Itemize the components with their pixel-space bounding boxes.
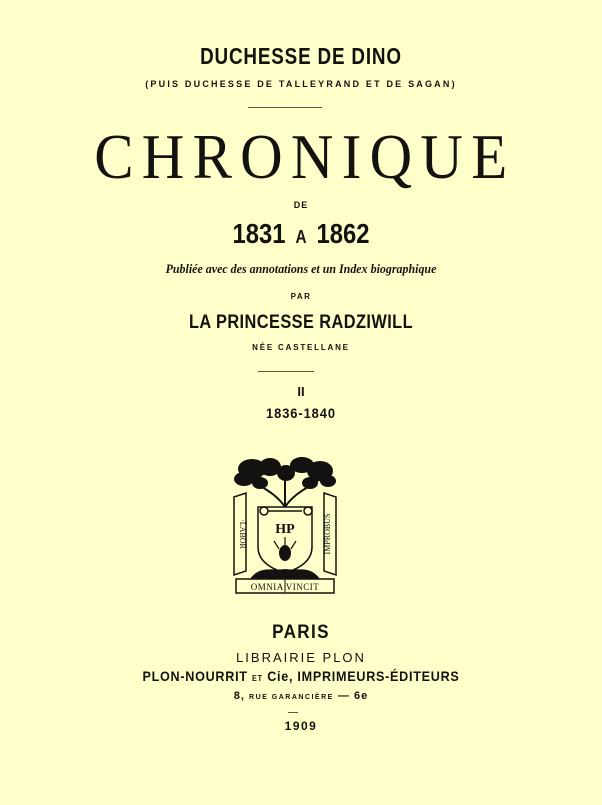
publisher-emblem-icon bbox=[230, 457, 340, 597]
period-start: 1831 bbox=[232, 218, 286, 249]
imprint-city: PARIS bbox=[272, 622, 330, 643]
volume-number: II bbox=[297, 384, 305, 399]
address-number: 8, bbox=[233, 690, 245, 702]
emblem-bottom-motto: OMNIA VINCIT bbox=[250, 582, 320, 592]
period-end: 1862 bbox=[316, 218, 370, 249]
imprint-printers bbox=[30, 668, 572, 687]
subtitle: Publiée avec des annotations et un Index biographique bbox=[165, 261, 437, 276]
divider-rule bbox=[258, 371, 314, 372]
imprint-publisher: LIBRAIRIE PLON bbox=[236, 650, 366, 665]
author-note: (PUIS DUCHESSE DE TALLEYRAND ET DE SAGAN) bbox=[145, 79, 457, 89]
author-name: DUCHESSE DE DINO bbox=[200, 43, 402, 69]
address-arrondissement: — 6e bbox=[337, 690, 369, 702]
period-years bbox=[45, 218, 557, 253]
printers-role: IMPRIMEURS-ÉDITEURS bbox=[297, 668, 460, 684]
divider-rule bbox=[248, 107, 322, 108]
printers-conjunction: ET bbox=[251, 674, 263, 683]
address-street: RUE GARANCIÈRE bbox=[249, 694, 334, 701]
by-label: PAR bbox=[290, 292, 312, 301]
divider-rule bbox=[288, 712, 298, 713]
emblem-right-motto: IMPROBUS bbox=[323, 513, 332, 555]
emblem-monogram: HP bbox=[275, 522, 295, 537]
editor-name: LA PRINCESSE RADZIWILL bbox=[188, 312, 414, 333]
imprint-address bbox=[0, 690, 602, 704]
book-title: CHRONIQUE bbox=[94, 121, 516, 192]
printers-company: Cie, bbox=[267, 668, 294, 684]
printers-name: PLON-NOURRIT bbox=[142, 668, 248, 684]
volume-years: 1836-1840 bbox=[266, 405, 336, 421]
period-connector: A bbox=[295, 227, 307, 247]
emblem-left-motto: ·LABOR bbox=[238, 519, 247, 549]
title-connector: DE bbox=[293, 200, 309, 210]
editor-note: NÉE CASTELLANE bbox=[252, 343, 350, 352]
imprint-year: 1909 bbox=[284, 719, 318, 733]
